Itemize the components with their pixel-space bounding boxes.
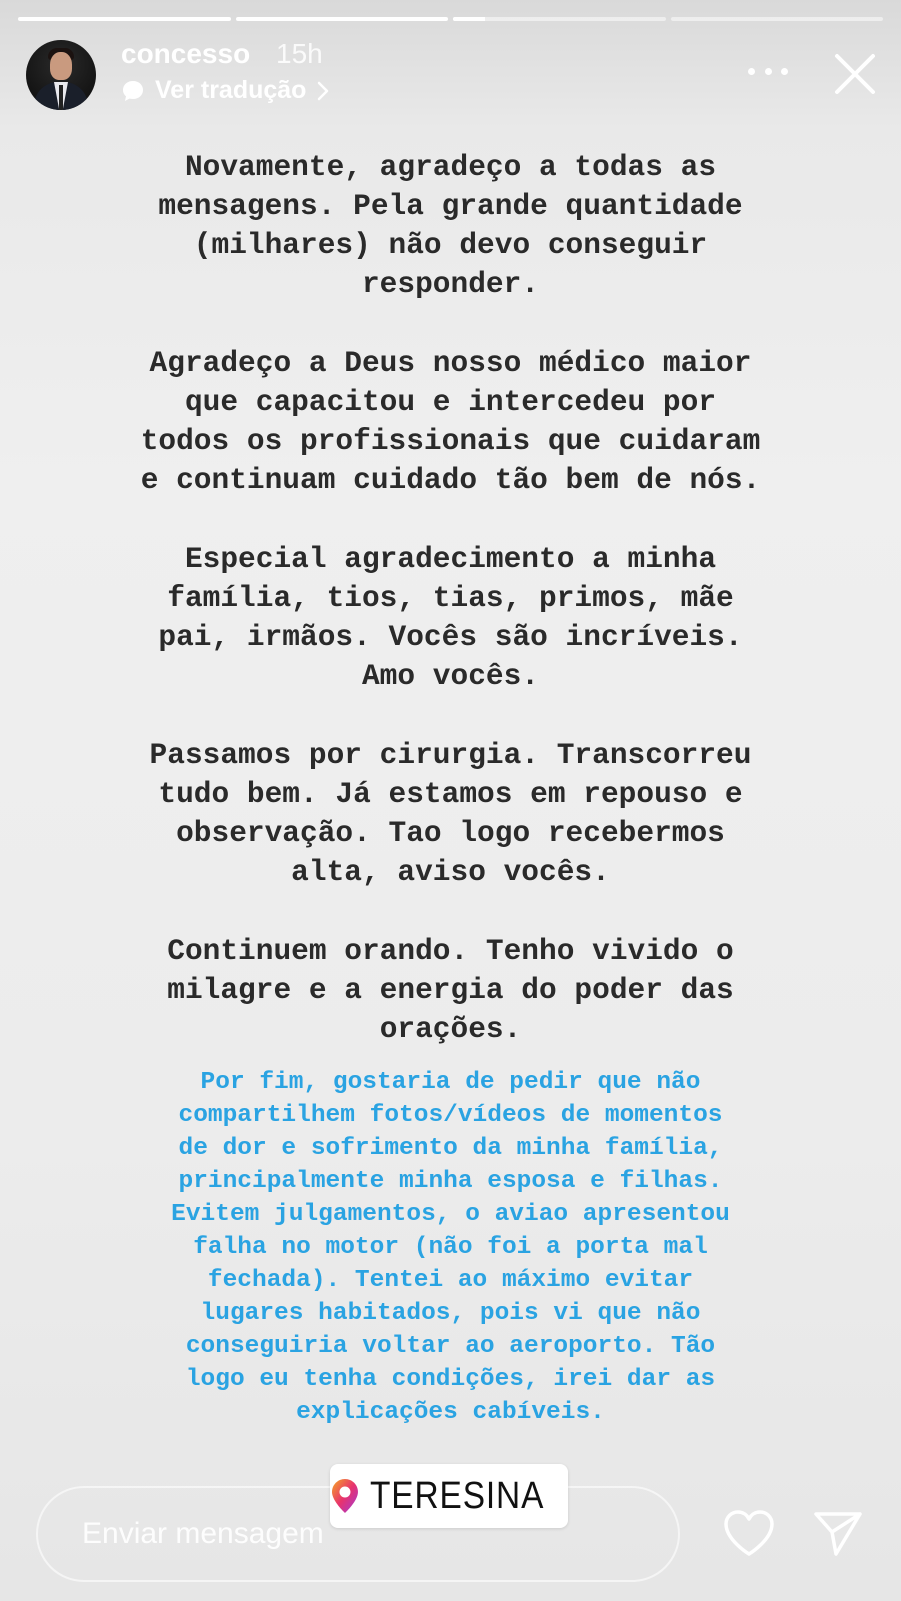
text-line: conseguiria voltar ao aeroporto. Tão xyxy=(185,1333,716,1360)
text-line: responder. xyxy=(361,267,540,301)
text-line: explicações cabíveis. xyxy=(296,1399,605,1426)
username[interactable]: concesso xyxy=(121,38,251,69)
text-line: todos os profissionais que cuidaram xyxy=(140,424,761,458)
text-line: milagre e a energia do poder das xyxy=(167,973,734,1007)
post-time: 15h xyxy=(276,38,323,69)
text-line: família, tios, tias, primos, mãe xyxy=(167,581,734,615)
text-line: pai, irmãos. Vocês são incríveis. xyxy=(158,620,743,654)
heart-icon[interactable] xyxy=(722,1508,776,1558)
progress-segment xyxy=(236,17,449,21)
text-line: lugares habitados, pois vi que não xyxy=(200,1300,701,1327)
text-line: logo eu tenha condições, irei dar as xyxy=(185,1366,716,1393)
close-icon[interactable] xyxy=(833,52,877,96)
location-label: TERESINA xyxy=(369,1474,545,1517)
text-line: Especial agradecimento a minha xyxy=(184,542,717,576)
story-paragraph xyxy=(30,736,871,892)
send-icon[interactable] xyxy=(812,1508,864,1558)
text-line: observação. Tao logo recebermos xyxy=(176,816,725,850)
location-sticker[interactable] xyxy=(330,1464,568,1528)
text-line: fechada). Tentei ao máximo evitar xyxy=(207,1267,694,1294)
text-line: Agradeço a Deus nosso médico maior xyxy=(149,346,752,380)
story-paragraph xyxy=(30,932,871,1049)
story-highlight-paragraph xyxy=(100,1066,801,1429)
text-line: Novamente, agradeço a todas as xyxy=(184,150,717,184)
more-dot-icon xyxy=(765,68,772,75)
text-line: orações. xyxy=(379,1012,522,1046)
progress-segment xyxy=(671,17,884,21)
text-line: Amo vocês. xyxy=(361,659,540,693)
story-progress-bar xyxy=(18,17,883,21)
text-line: que capacitou e intercedeu por xyxy=(184,385,717,419)
chevron-right-icon xyxy=(316,80,330,102)
text-line: Por fim, gostaria de pedir que não xyxy=(200,1069,701,1096)
text-line: falha no motor (não foi a porta mal xyxy=(193,1234,708,1261)
avatar[interactable] xyxy=(26,40,96,110)
text-line: principalmente minha esposa e filhas. xyxy=(178,1168,723,1195)
text-line: de dor e sofrimento da minha família, xyxy=(178,1135,723,1162)
text-line: Continuem orando. Tenho vivido o xyxy=(167,934,734,968)
chat-bubble-icon xyxy=(121,79,145,103)
text-line: alta, aviso vocês. xyxy=(291,855,610,889)
text-line: compartilhem fotos/vídeos de momentos xyxy=(178,1102,723,1129)
more-options-button[interactable] xyxy=(748,56,788,86)
text-line: (milhares) não devo conseguir xyxy=(193,228,708,262)
story-paragraph xyxy=(30,148,871,304)
location-pin-icon xyxy=(330,1477,360,1515)
text-line: e continuam cuidado tão bem de nós. xyxy=(140,463,761,497)
text-line: Evitem julgamentos, o aviao apresentou xyxy=(171,1201,730,1228)
progress-segment xyxy=(453,17,666,21)
more-dot-icon xyxy=(781,68,788,75)
see-translation-button[interactable] xyxy=(121,76,330,105)
text-line: mensagens. Pela grande quantidade xyxy=(158,189,743,223)
story-paragraph xyxy=(30,540,871,696)
see-translation-label: Ver tradução xyxy=(155,76,307,104)
more-dot-icon xyxy=(748,68,755,75)
text-line: tudo bem. Já estamos em repouso e xyxy=(158,777,743,811)
story-paragraph xyxy=(30,344,871,500)
progress-segment xyxy=(18,17,231,21)
text-line: Passamos por cirurgia. Transcorreu xyxy=(149,738,752,772)
